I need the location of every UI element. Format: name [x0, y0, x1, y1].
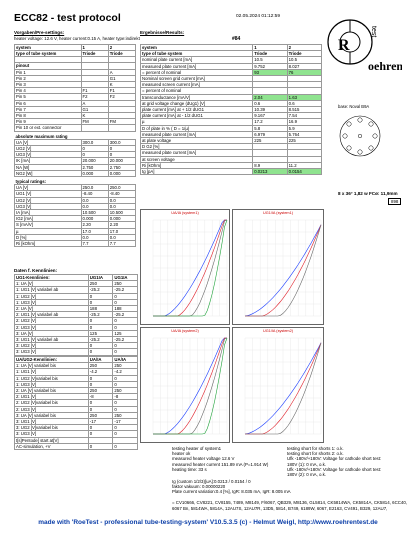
section-heading: absolute maximum rating — [15, 133, 68, 139]
chart-title: UA/IA (system2) — [171, 329, 199, 333]
table-cell: -25.2 — [88, 287, 113, 293]
note-line: Ufk -180V/+180V: Voltage for cathode short test: — [287, 456, 382, 462]
table-cell: 8.515 — [287, 107, 321, 113]
note-line: Ufk -180V/+180V: Voltage for cathode short test: — [287, 466, 382, 472]
table-cell: Pin 9 — [15, 119, 82, 125]
table-cell: 250 — [88, 388, 113, 394]
table-cell: 1: UG3 [V] — [15, 299, 89, 305]
table-cell: 300.0 — [108, 139, 135, 145]
table-cell: 125 — [113, 330, 138, 336]
note-line: faktor vakuum: 0.00000220 — [172, 484, 226, 490]
table-cell: 0 — [88, 299, 113, 305]
table-cell: -8 — [113, 394, 138, 400]
table-cell: 250.0 — [81, 185, 108, 191]
table-cell: Pin 6 — [15, 100, 82, 106]
table-cell: -4.2 — [88, 369, 113, 375]
table-cell: 10.500 — [108, 210, 135, 216]
table-cell: 0 — [113, 343, 138, 349]
section-heading: typical ratings: — [15, 179, 47, 185]
table-cell: G1 — [81, 106, 108, 112]
table-cell: 0.0 — [108, 197, 135, 203]
table-cell: 7.54 — [287, 113, 321, 119]
table-cell: 1 — [253, 45, 287, 51]
table-cell: 1: UG1 [V] — [15, 369, 89, 375]
table-cell: type of tube system — [15, 51, 82, 57]
table-cell: UG1 [V] — [15, 191, 82, 197]
ua-characteristics-table — [14, 356, 138, 450]
table-cell: 0 — [88, 406, 113, 412]
table-cell: UG3 [V] — [15, 152, 82, 158]
datasheet-title: Daten f. Kennlinien: — [14, 268, 58, 273]
table-cell: AC-simulation, +V — [15, 443, 89, 449]
table-cell: measured plate current [mA] — [141, 63, 253, 69]
table-cell: Pin 8 — [15, 113, 82, 119]
table-cell: 0 — [113, 299, 138, 305]
table-cell: 1: UG2 [V] — [15, 293, 89, 299]
table-cell: 2.750 — [108, 164, 135, 170]
table-cell: IG2 [mA] — [15, 216, 82, 222]
table-cell: 5.8 — [253, 125, 287, 131]
table-cell: -25.2 — [113, 337, 138, 343]
chart-ug1-ia-system1 — [232, 209, 324, 325]
table-cell: Pin 10 or ext. connector — [15, 125, 82, 131]
curves-svg — [141, 328, 231, 444]
table-cell: F1 — [81, 88, 108, 94]
table-cell: 2.20 — [108, 222, 135, 228]
table-cell: UG1IA — [88, 275, 113, 281]
table-cell: 0 — [113, 349, 138, 355]
table-cell: 2 — [108, 45, 135, 51]
table-cell: 3: UG2 [V] — [15, 343, 89, 349]
presettings-title: Vorgaben/Pre-settings: — [14, 30, 65, 35]
table-cell: 0.000 — [81, 170, 108, 176]
table-cell: UA/UG2-Kennlinien: — [15, 357, 89, 363]
table-cell: 2: UG2 [V] — [15, 318, 89, 324]
chart-ug1-ia-system2 — [232, 327, 324, 443]
presettings-text: heater voltage: 12.6 V, heater current:0.15 A, heater type:indirekt — [14, 36, 140, 41]
table-cell: 20.000 — [108, 158, 135, 164]
table-cell: 0 — [113, 431, 138, 437]
table-cell: measured plate current [mA] — [141, 131, 253, 137]
table-cell: 0.000 — [81, 216, 108, 222]
table-cell: 0 — [88, 318, 113, 324]
note-line: Ig (custom 1/2/3)[uA]:0.0213 / 0.0154 / 0 — [172, 479, 251, 484]
table-cell: F1 — [108, 88, 135, 94]
svg-text:R: R — [338, 37, 350, 54]
table-cell: Triode — [81, 51, 108, 57]
table-cell: 0.0213 — [253, 169, 287, 175]
note-line: measured heater voltage 12.6 V — [172, 456, 235, 462]
table-cell: UG1IA — [113, 275, 138, 281]
table-cell: transconductance [mA/V] — [141, 94, 253, 100]
table-cell: 0.000 — [108, 216, 135, 222]
table-cell: 125 — [88, 330, 113, 336]
table-cell: K — [81, 113, 108, 119]
table-cell: = percent of nominal — [141, 88, 253, 94]
table-cell: Ri [kOhm] — [141, 162, 253, 168]
table-row — [141, 169, 322, 175]
table-cell: measured screen current [mA] — [141, 82, 253, 88]
table-cell: Pin 5 — [15, 94, 82, 100]
table-cell: 1: UA [V] variabel bis — [15, 363, 89, 369]
table-cell: 3: UG1 [V] — [15, 419, 89, 425]
table-row — [15, 241, 136, 247]
table-cell: 0 — [88, 425, 113, 431]
table-cell: 0.0 — [108, 234, 135, 240]
table-cell: 0 — [113, 425, 138, 431]
results-title: Ergebnisse/Results: — [140, 30, 185, 35]
note-line: testing short for shorts 1: o.k. — [287, 446, 344, 451]
table-cell: 250 — [113, 412, 138, 418]
chart-title: UG1/IA (system2) — [263, 329, 293, 333]
table-row — [15, 349, 138, 355]
table-cell: A — [108, 69, 135, 75]
table-cell: 3: UA [V] — [15, 330, 89, 336]
table-cell: 5.9 — [287, 125, 321, 131]
table-cell: 7.7 — [108, 241, 135, 247]
table-cell: 0 — [113, 443, 138, 449]
table-cell: 250.0 — [108, 185, 135, 191]
table-cell: at plate voltage — [141, 138, 253, 144]
table-cell: 250 — [88, 412, 113, 418]
table-cell: -25.2 — [113, 312, 138, 318]
table-cell: UA/IA — [113, 357, 138, 363]
table-cell: -4.2 — [113, 369, 138, 375]
base-label: base: Noval B9A — [338, 104, 370, 109]
table-cell: Ri [kOhm] — [15, 241, 82, 247]
table-cell: 0 — [88, 349, 113, 355]
base-diagram — [338, 110, 408, 162]
table-cell: 17.2 — [253, 119, 287, 125]
svg-text:oehren: oehren — [368, 59, 402, 73]
table-cell: Triode — [253, 51, 287, 57]
table-cell: 0 — [88, 324, 113, 330]
table-cell: -25.2 — [88, 337, 113, 343]
table-cell: 250 — [88, 363, 113, 369]
table-cell: D G2 [%] — [141, 144, 253, 150]
table-cell: 0 — [113, 406, 138, 412]
table-cell: 1: UG2 [V]variabel bis — [15, 375, 89, 381]
table-row — [15, 443, 138, 449]
table-cell: 2: UG1 [V] variabel ab — [15, 312, 89, 318]
chart-ua-ia-system2 — [140, 327, 230, 443]
table-cell: 0 — [88, 343, 113, 349]
table-cell: FM — [81, 119, 108, 125]
table-cell: type of tube system — [141, 51, 253, 57]
table-cell: 0 — [81, 152, 108, 158]
table-cell: Nominal screen grid current [mA] — [141, 76, 253, 82]
table-cell: Pin 1 — [15, 69, 82, 75]
table-cell: 0 — [88, 400, 113, 406]
table-cell: UA [V] — [15, 139, 82, 145]
table-cell: G1 — [108, 75, 135, 81]
note-line: testing short for shorts 2: o.k. — [287, 451, 344, 457]
table-cell: 6.979 — [253, 131, 287, 137]
table-cell: 10.500 — [81, 210, 108, 216]
short-test-notes — [287, 446, 381, 477]
table-cell: UA [V] — [15, 185, 82, 191]
table-cell: 0 — [113, 400, 138, 406]
heater-notes — [172, 446, 268, 472]
table-cell: 0 — [88, 431, 113, 437]
curves-svg — [233, 210, 325, 326]
table-cell: Triode — [287, 51, 321, 57]
table-cell: 7.7 — [81, 241, 108, 247]
table-cell: UG3 [V] — [15, 203, 82, 209]
table-cell: Pin 7 — [15, 106, 82, 112]
table-cell: 0.0 — [108, 203, 135, 209]
chart-title: UG1/IA (system1) — [263, 211, 293, 215]
table-cell: 3: UG3 [V] — [15, 349, 89, 355]
table-cell: 0 — [88, 381, 113, 387]
table-cell: 2: UG3 [V] — [15, 324, 89, 330]
table-cell: 2 — [287, 45, 321, 51]
table-cell: Pin 3 — [15, 82, 82, 88]
note-line: testing heater of system1 — [172, 446, 222, 451]
tube-number: #84 — [232, 36, 241, 42]
table-cell: µ — [15, 228, 82, 234]
table-cell: 2: UG3 [V] — [15, 406, 89, 412]
table-cell: D [%] — [15, 234, 82, 240]
note-line: heater ok — [172, 451, 191, 457]
table-cell: 93 — [253, 69, 287, 75]
table-cell: -25.2 — [88, 312, 113, 318]
table-cell: 3: UA [V] variabel bis — [15, 412, 89, 418]
table-cell: 0 — [108, 152, 135, 158]
table-cell: NG2 [W] — [15, 170, 82, 176]
table-cell: at screen voltage — [141, 156, 253, 162]
table-cell: 16.9 — [287, 119, 321, 125]
table-cell: UG1-Kennlinien: — [15, 275, 89, 281]
table-cell: K — [108, 82, 135, 88]
table-cell: = percent of nominal — [141, 69, 253, 75]
note-line: measured heater current 151.89 mA (P=1.914 W) — [172, 461, 269, 467]
table-cell: t[s]Pentode[ start at[V] — [15, 437, 89, 443]
table-cell: 0 — [113, 318, 138, 324]
results-table — [140, 44, 322, 175]
footer-credit: made with 'RoeTest - professional tube-testing-system' V10.5.3.5 (c) - Helmut Weigl, http://www.roehrentest.de — [38, 519, 378, 526]
table-cell: 250 — [113, 363, 138, 369]
table-cell: 3: UG2 [V]variabel bis — [15, 425, 89, 431]
table-cell: A — [81, 100, 108, 106]
table-cell: 1: UG3 [V] — [15, 381, 89, 387]
table-cell: 225 — [287, 138, 321, 144]
table-cell: 5.764 — [287, 131, 321, 137]
note-line: heating time: 33 s — [172, 466, 207, 472]
table-cell: system — [141, 45, 253, 51]
page-title: ECC82 - test protocol — [14, 12, 121, 24]
table-cell: 0 — [88, 375, 113, 381]
table-cell: -8 — [88, 394, 113, 400]
table-cell: plate current [mA] at - 1/2 dUG1 — [141, 113, 253, 119]
table-cell: IK [mA] — [15, 158, 82, 164]
ug1-characteristics-table — [14, 274, 138, 356]
table-cell: plate current [mA] at + 1/2 dUG1 — [141, 107, 253, 113]
table-cell: 0.0 — [81, 203, 108, 209]
table-cell: at grid voltage change (dUg1) [V] — [141, 100, 253, 106]
table-cell: system — [15, 45, 82, 51]
table-cell: 0.0 — [81, 234, 108, 240]
table-cell: 0.6 — [287, 100, 321, 106]
table-cell: 76 — [287, 69, 321, 75]
roehrentest-logo — [326, 12, 402, 74]
table-cell: -17 — [88, 419, 113, 425]
table-cell: UA/IA — [88, 357, 113, 363]
table-cell: 11.2 — [287, 162, 321, 168]
table-cell: 2.20 — [81, 222, 108, 228]
table-cell: 3: UG3 [V] — [15, 431, 89, 437]
table-cell: pinout — [15, 63, 82, 69]
chart-ua-ia-system1 — [140, 209, 230, 325]
note-line: 180V (2): 0 mA, o.k. — [287, 472, 327, 478]
table-cell: S [mA/V] — [15, 222, 82, 228]
table-cell: Pin 2 — [15, 75, 82, 81]
table-cell: 2: UG2 [V]variabel bis — [15, 400, 89, 406]
table-cell: UG2 [V] — [15, 197, 82, 203]
table-cell: tg [pA] — [141, 169, 253, 175]
table-cell: 1: UA [V] — [15, 281, 89, 287]
curves-svg — [233, 328, 325, 444]
table-cell: µ — [141, 119, 253, 125]
table-cell: 10.5 — [287, 57, 321, 63]
table-cell: -8.40 — [81, 191, 108, 197]
table-cell: 2: UA [V] — [15, 306, 89, 312]
table-cell: 1 — [81, 45, 108, 51]
table-cell: 0.0154 — [287, 169, 321, 175]
table-cell: 10.39 — [253, 107, 287, 113]
table-cell: 17.0 — [81, 228, 108, 234]
table-cell: 225 — [253, 138, 287, 144]
table-cell: 1: UG1 [V] variabel ab — [15, 287, 89, 293]
table-cell: nominal plate current [mA] — [141, 57, 253, 63]
table-cell: 8.027 — [287, 63, 321, 69]
table-cell: 9.752 — [253, 63, 287, 69]
table-cell: 250 — [113, 281, 138, 287]
equivalents-list: = CV10666, CV8221, CV8155, 7489, M8149, F/6067, QB329, M8136, GL5814, CK5814WA, CK5814A, CK5814, 6CC40, 6067 Bn, 5814WA, 5814A, 12AU7S, 12AU7R, 13D5, 5814, B749, 6189W, 6067, E2163, CV491, B329, 12AU7, — [172, 500, 408, 511]
table-cell: 2: UG1 [V] — [15, 394, 89, 400]
table-cell: FM — [108, 119, 135, 125]
table-cell: 188 — [88, 306, 113, 312]
table-cell: 0 — [113, 293, 138, 299]
table-cell: 0 — [88, 443, 113, 449]
note-line: Plate current variation:0.4 [%], IgR: 8.035 mA, IgR: 8.005 mA — [172, 489, 291, 495]
table-cell: 0.6 — [253, 100, 287, 106]
note-line: 180V (1): 0 mA, o.k. — [287, 461, 327, 467]
table-cell: 0 — [113, 324, 138, 330]
table-cell: 2.750 — [81, 164, 108, 170]
table-cell: measured plate current [mA] — [141, 150, 253, 156]
table-cell: IA [mA] — [15, 210, 82, 216]
base-number: 898 — [388, 198, 401, 205]
table-cell: 8.9 — [253, 162, 287, 168]
table-cell: 0 — [113, 375, 138, 381]
curves-svg — [141, 210, 231, 326]
table-cell: 17.0 — [108, 228, 135, 234]
table-cell: F2 — [108, 94, 135, 100]
chart-title: UA/IA (system1) — [171, 211, 199, 215]
table-cell: 250 — [113, 388, 138, 394]
table-cell: D of plate in % ( D = 1/µ) — [141, 125, 253, 131]
table-cell: 0 — [81, 146, 108, 152]
table-cell: 300.0 — [81, 139, 108, 145]
base-dimensions: 8 x 36° 1,82 w FCø: 11,9mm — [338, 191, 398, 196]
table-cell: F2 — [81, 94, 108, 100]
table-cell: NA [W] — [15, 164, 82, 170]
table-cell: 0 — [108, 146, 135, 152]
grid-current-notes — [172, 479, 291, 495]
table-cell: 2.04 — [253, 94, 287, 100]
table-cell: UG2 [V] — [15, 146, 82, 152]
table-cell: -8.40 — [108, 191, 135, 197]
spec-table — [14, 44, 136, 247]
table-cell: 3: UG1 [V] variabel ab — [15, 337, 89, 343]
table-cell: 250 — [88, 281, 113, 287]
timestamp: 02.05.2024 01:12:59 — [236, 14, 281, 19]
table-cell: 0.000 — [108, 170, 135, 176]
table-cell: 2: UA [V] variabel bis — [15, 388, 89, 394]
table-cell: 20.000 — [81, 158, 108, 164]
table-cell: Triode — [108, 51, 135, 57]
table-cell: -25.2 — [113, 287, 138, 293]
table-cell: 10.5 — [253, 57, 287, 63]
svg-text:test: test — [370, 26, 377, 38]
table-cell: Pin 4 — [15, 88, 82, 94]
table-cell: 188 — [113, 306, 138, 312]
table-cell: 0 — [88, 293, 113, 299]
table-cell: 0 — [113, 381, 138, 387]
table-cell: -17 — [113, 419, 138, 425]
table-cell: 9.167 — [253, 113, 287, 119]
table-cell: 0.0 — [81, 197, 108, 203]
table-cell: 1.63 — [287, 94, 321, 100]
